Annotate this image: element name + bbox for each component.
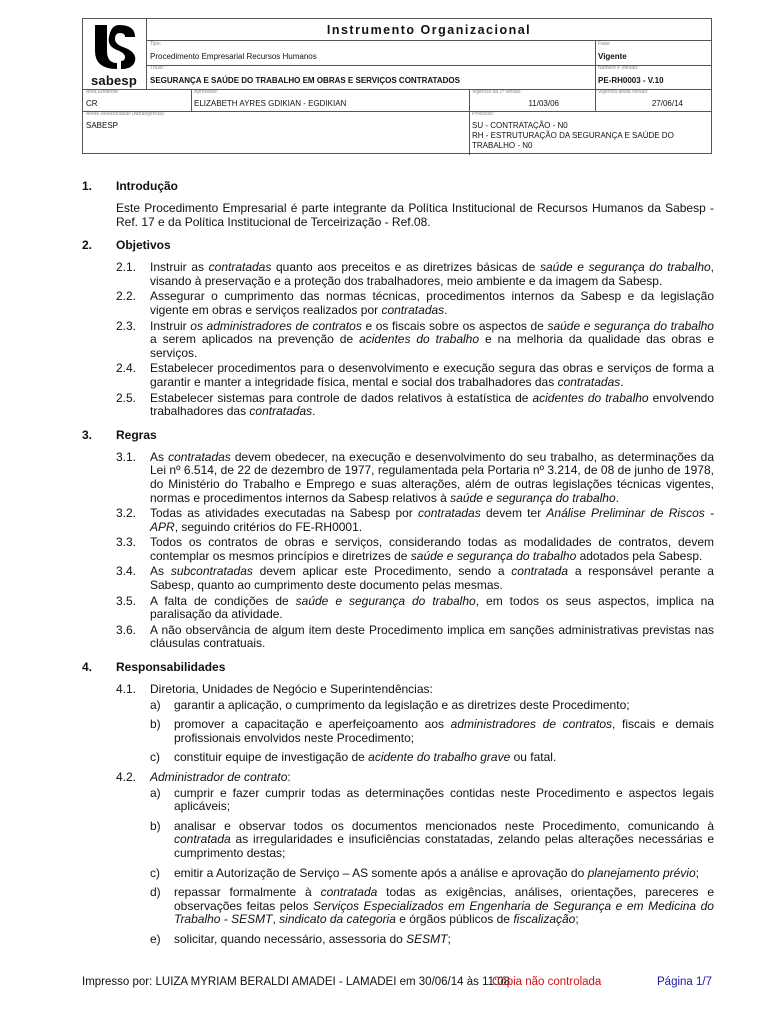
text-run: constituir equipe de investigação de <box>174 750 369 765</box>
text-run: Serviços Especializados em Engenharia de Segurança e em Medicina do Trabalho - SESMT <box>174 898 714 927</box>
item-number: b) <box>150 818 161 833</box>
text-run: contratada <box>320 885 378 900</box>
text-run: , em todos os seus aspectos, implica na paralisação da atividade. <box>150 593 714 622</box>
text-run: Instruir as <box>150 260 209 275</box>
text-run: , visando à preservação e a proteção dos trabalhadores, meio ambiente e da imagem da Sabesp. <box>150 260 715 288</box>
item-number: e) <box>150 931 161 946</box>
text-run: acidente do trabalho grave <box>368 750 511 765</box>
sabesp-logo-icon <box>89 23 141 71</box>
text-run: repassar formalmente à <box>174 885 321 900</box>
list-item <box>116 261 714 288</box>
item-number: 3.1. <box>116 449 137 464</box>
text-run: devem obedecer, na execução e desenvolvimento do seu trabalho, as determinações da Lei nº 6.514, de 22 de dezembro de 1977, regulamentada pela Portaria nº 3.214, de 08 de junho de 1978, do Ministério do Trabalho e Emprego e suas alterações, além de outras legislações técnicas vigentes, normas e procedimentos internos da Sabesp relativos à <box>150 449 715 505</box>
processo-line: RH - ESTRUTURAÇÃO DA SEGURANÇA E SAÚDE DO <box>472 131 674 140</box>
text-run: As <box>150 564 171 579</box>
text-run: quanto aos preceitos e as diretrizes básicas de <box>271 260 540 275</box>
list-item <box>116 771 714 785</box>
printed-by-text: Impresso por: LUIZA MYRIAM BERALDI AMADEI - LAMADEI em 30/06/14 às 11:08 <box>82 976 511 988</box>
text-run: . <box>615 490 619 505</box>
tipo-value: Procedimento Empresarial Recursos Humanos <box>150 52 317 61</box>
text-run: , <box>272 912 280 927</box>
text-run: a serem aplicados na prevenção de <box>150 332 360 347</box>
vigencia-desta-caption: Vigência desta versão: <box>598 89 649 95</box>
text-run: emitir a Autorização de Serviço – AS somente após a análise e aprovação do <box>174 865 588 880</box>
item-number: d) <box>150 885 161 900</box>
section-title: Introdução <box>116 179 178 193</box>
item-number: 2.5. <box>116 390 137 405</box>
section-heading <box>82 661 714 675</box>
processo-line: SU - CONTRATAÇÃO - N0 <box>472 121 568 130</box>
logo-text: sabesp <box>91 73 138 88</box>
item-number: 4.1. <box>116 682 137 697</box>
text-run: Estabelecer sistemas para controle de dados relativos à estatística de <box>150 390 533 405</box>
text-run: contratada <box>511 564 569 579</box>
text-run: garantir a aplicação, o cumprimento da legislação e as diretrizes deste Procedimento; <box>174 697 630 712</box>
text-run: , seguindo critérios do FE-RH0001. <box>174 519 363 534</box>
list-item <box>116 683 714 697</box>
text-run: e na melhoria da qualidade das obras e serviços. <box>150 332 715 360</box>
item-number: 3.4. <box>116 564 137 579</box>
text-run: , fiscais e demais profissionais envolvidos neste Procedimento; <box>174 717 715 745</box>
sub-list-item <box>150 886 714 927</box>
text-run: analisar e observar todos os documentos mencionados neste Procedimento, comunicando à <box>174 818 714 833</box>
text-run: A não observância de algum item deste Procedimento implica em sanções administrativas previstas nas cláusulas contratuais. <box>150 622 714 651</box>
tipo-caption: Tipo: <box>150 41 161 47</box>
sub-list-item <box>150 718 714 745</box>
text-run: contratadas <box>208 260 272 275</box>
text-run: ; <box>575 912 579 927</box>
text-run: sindicato da categoria <box>279 912 396 927</box>
paragraph <box>116 202 714 229</box>
text-run: planejamento prévio <box>587 865 696 880</box>
section-responsabilidades <box>82 661 714 947</box>
text-run: a responsável perante a Sabesp, quanto ao cumprimento deste documento pelas mesmas. <box>150 564 714 593</box>
text-run: Assegurar o cumprimento das normas técnicas, procedimentos internos da Sabesp e da legislação vigente em obras e serviços realizados por <box>150 289 714 317</box>
processo-line: TRABALHO - N0 <box>472 141 533 150</box>
text-run: contratadas <box>249 404 313 419</box>
text-run: administradores de contratos <box>450 717 613 732</box>
vigencia-primeira-value: 11/03/06 <box>528 99 559 108</box>
section-number: 3. <box>82 427 93 442</box>
section-title: Objetivos <box>116 238 171 253</box>
section-objetivos <box>82 239 714 419</box>
text-run: acidentes do trabalho <box>532 390 649 405</box>
text-run: ; <box>695 865 699 880</box>
aprovador-value: ELIZABETH AYRES GDIKIAN - EGDIKIAN <box>194 99 347 108</box>
section-introducao <box>82 180 714 229</box>
text-run: Este Procedimento Empresarial é parte integrante da Política Institucional de Recursos Humanos da Sabesp - Ref. 17 e da Política Institucional de Terceirização - Ref.08. <box>116 201 714 229</box>
list-item <box>116 290 714 317</box>
list-item <box>116 624 714 651</box>
document-type-title: Instrumento Organizacional <box>147 19 711 41</box>
item-number: 2.3. <box>116 318 137 333</box>
text-run: Estabelecer procedimentos para o desenvolvimento e execução segura das obras e serviços de forma a garantir e manter a integridade física, mental e social dos trabalhadores das <box>150 361 714 389</box>
text-run: . <box>444 302 448 317</box>
text-run: contratadas <box>168 449 231 464</box>
item-number: 4.2. <box>116 770 137 784</box>
text-run: adotados pela Sabesp. <box>576 548 703 563</box>
numero-caption: Número e Versão: <box>598 65 639 71</box>
item-number: b) <box>150 717 161 732</box>
text-run: contratadas <box>381 302 445 317</box>
section-number: 1. <box>82 179 93 193</box>
text-run: envolvendo trabalhadores das <box>150 390 715 419</box>
tipo-cell <box>147 41 595 65</box>
numero-cell <box>595 65 711 89</box>
text-run: todas as exigências, análises, orientações, pareceres e observações feitas pelos <box>174 885 715 913</box>
fase-caption: Fase: <box>598 41 611 47</box>
item-number: 2.1. <box>116 260 137 275</box>
text-run: cumprir e fazer cumprir todas as determinações contidas neste Procedimento e aspectos legais aplicáveis; <box>174 785 714 814</box>
item-number: c) <box>150 750 160 765</box>
page-number: Página 1/7 <box>657 976 712 988</box>
list-item <box>116 362 714 389</box>
text-run: saúde e segurança do trabalho <box>547 318 714 333</box>
sub-list-item <box>150 751 714 765</box>
text-run: saúde e segurança do trabalho <box>450 490 616 505</box>
text-run: Análise Preliminar de Riscos - APR <box>150 506 714 534</box>
text-run: contratadas <box>557 374 621 389</box>
item-number: a) <box>150 697 161 712</box>
list-item <box>116 595 714 622</box>
text-run: as irregularidades e insuficiências constatadas, zelando pelas alterações necessárias e cumprimento destas; <box>174 832 714 860</box>
processo-cell <box>469 111 711 153</box>
text-run: e órgãos públicos de <box>395 912 514 927</box>
processo-caption: Processo: <box>472 111 495 117</box>
fase-cell <box>595 41 711 65</box>
text-run: fiscalização <box>513 912 576 927</box>
section-number: 4. <box>82 660 93 675</box>
area-emitente-caption: Área Emitente: <box>86 89 120 95</box>
text-run: promover a capacitação e aperfeiçoamento aos <box>174 717 451 732</box>
text-run: devem ter <box>480 506 547 521</box>
areas-relacionadas-cell <box>83 111 469 153</box>
sub-list-item <box>150 820 714 861</box>
text-run: . <box>620 374 624 389</box>
text-run: saúde e segurança do trabalho <box>295 593 476 608</box>
text-run: contratadas <box>418 506 481 521</box>
section-heading <box>82 180 714 194</box>
item-number: a) <box>150 785 161 800</box>
list-item <box>116 565 714 592</box>
vigencia-desta-value: 27/06/14 <box>651 99 683 108</box>
sub-list-item <box>150 867 714 881</box>
text-run: Administrador de contrato <box>150 770 288 784</box>
text-run: Instruir <box>150 318 191 333</box>
text-run: saúde e segurança do trabalho <box>539 260 711 275</box>
item-number: c) <box>150 865 160 880</box>
document-header <box>82 18 712 154</box>
text-run: Diretoria, Unidades de Negócio e Superintendências: <box>150 682 433 697</box>
text-run: Todos os contratos de obras e serviços, considerando todas as modalidades de contratos, devem contemplar os mesmos princípios e diretrizes de <box>150 535 714 563</box>
list-item <box>116 392 714 419</box>
text-run: ; <box>447 931 451 946</box>
text-run: . <box>312 404 316 419</box>
section-regras <box>82 429 714 651</box>
aprovador-cell <box>191 89 469 111</box>
document-body <box>82 180 714 957</box>
list-item <box>116 320 714 361</box>
item-number: 3.3. <box>116 535 137 550</box>
section-heading <box>82 429 714 443</box>
text-run: A falta de condições de <box>150 593 296 608</box>
vigencia-primeira-cell <box>469 89 595 111</box>
vigencia-primeira-caption: Vigência da 1ª versão: <box>472 89 522 95</box>
section-number: 2. <box>82 238 93 253</box>
section-title: Regras <box>116 427 157 442</box>
item-number: 3.2. <box>116 506 137 521</box>
item-number: 2.4. <box>116 361 137 376</box>
section-title: Responsabilidades <box>116 660 226 675</box>
logo-area <box>83 19 147 89</box>
areas-relacionadas-value: SABESP <box>86 121 119 130</box>
copy-status-text: Cópia não controlada <box>492 976 602 988</box>
vigencia-desta-cell <box>595 89 711 111</box>
sub-list-item <box>150 787 714 814</box>
fase-value: Vigente <box>598 52 627 61</box>
numero-value: PE-RH0003 - V.10 <box>598 76 664 85</box>
list-item <box>116 536 714 563</box>
text-run: saúde e segurança do trabalho <box>410 548 577 563</box>
list-item <box>116 451 714 505</box>
text-run: SESMT <box>406 931 448 946</box>
text-run: e os fiscais sobre os aspectos de <box>361 318 548 333</box>
text-run: contratada <box>174 832 231 847</box>
item-number: 3.6. <box>116 622 137 637</box>
text-run: devem aplicar este Procedimento, sendo a <box>252 564 512 579</box>
sub-list-item <box>150 933 714 947</box>
sub-list-item <box>150 699 714 713</box>
areas-relacionadas-caption: Áreas Relacionadas (Abrangência): <box>86 111 165 117</box>
text-run: os administradores de contratos <box>190 318 362 333</box>
item-number: 2.2. <box>116 289 137 304</box>
section-heading <box>82 239 714 253</box>
text-run: As <box>150 449 169 464</box>
text-run: subcontratadas <box>170 564 253 579</box>
area-emitente-value: CR <box>86 99 98 108</box>
text-run: Todas as atividades executadas na Sabesp por <box>150 506 419 521</box>
text-run: : <box>287 770 291 784</box>
titulo-value: SEGURANÇA E SAÚDE DO TRABALHO EM OBRAS E SERVIÇOS CONTRATADOS <box>150 76 460 85</box>
item-number: 3.5. <box>116 593 137 608</box>
area-emitente-cell <box>83 89 191 111</box>
text-run: ou fatal. <box>510 750 557 765</box>
page-footer <box>82 976 712 992</box>
text-run: solicitar, quando necessário, assessoria do <box>174 931 407 946</box>
titulo-cell <box>147 65 595 89</box>
titulo-caption: Título: <box>150 65 164 71</box>
list-item <box>116 507 714 534</box>
aprovador-caption: Aprovador: <box>194 89 219 95</box>
text-run: acidentes do trabalho <box>359 332 480 347</box>
